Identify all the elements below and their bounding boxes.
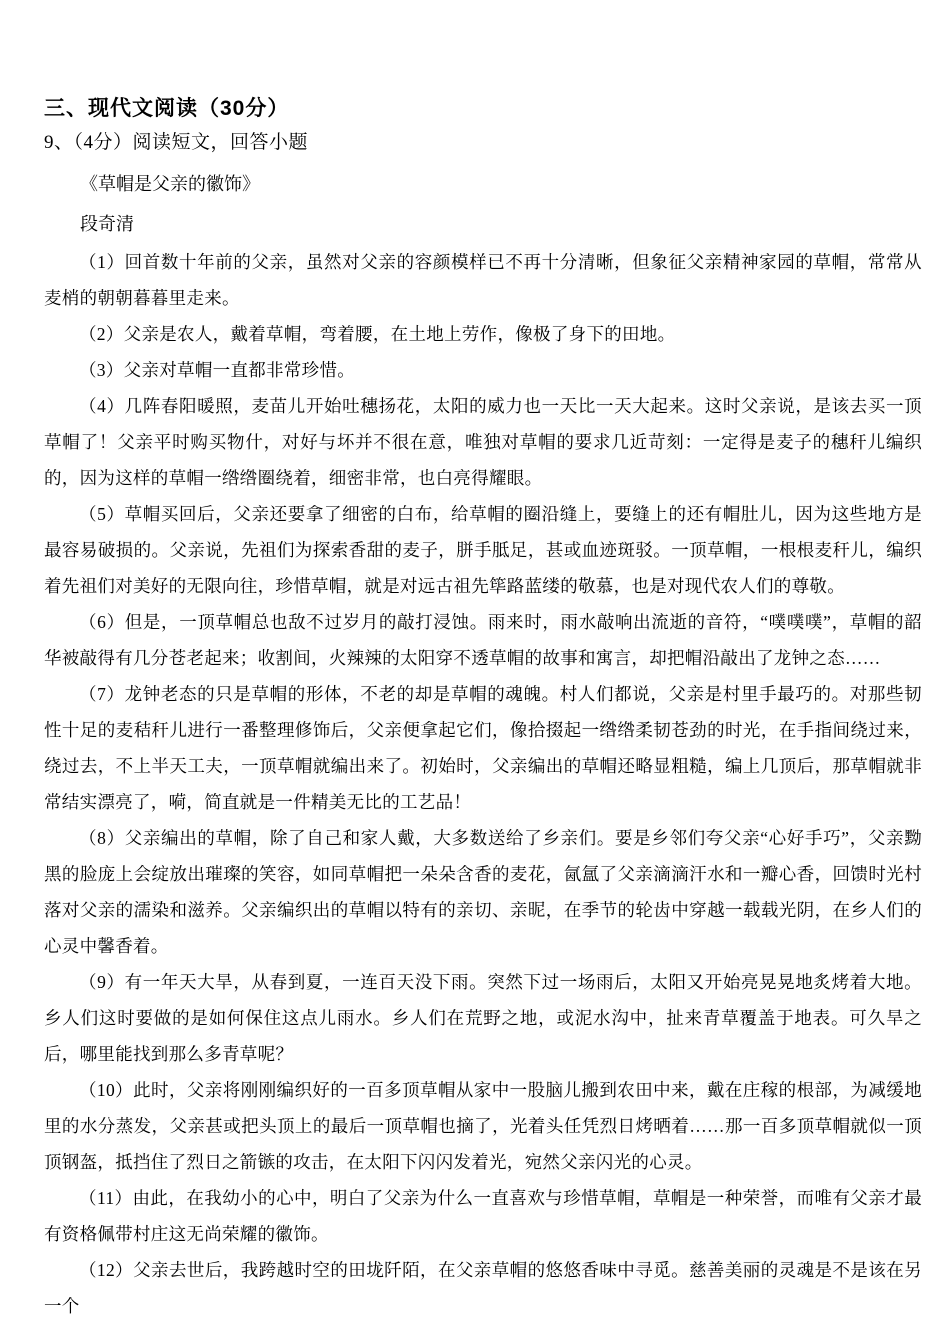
article-paragraph: （9）有一年天大旱，从春到夏，一连百天没下雨。突然下过一场雨后，太阳又开始亮晃晃地炙烤着大地。乡人们这时要做的是如何保住这点儿雨水。乡人们在荒野之地，或泥水沟中，扯来青草覆盖于地表。可久旱之后，哪里能找到那么多青草呢？ — [44, 972, 922, 1064]
article-paragraph: （3）父亲对草帽一直都非常珍惜。 — [79, 360, 356, 380]
article-body — [44, 244, 922, 1324]
article-paragraph: （12）父亲去世后，我跨越时空的田垅阡陌，在父亲草帽的悠悠香味中寻觅。慈善美丽的灵魂是不是该在另一个 — [44, 1260, 922, 1316]
article-paragraph: （8）父亲编出的草帽，除了自己和家人戴，大多数送给了乡亲们。要是乡邻们夸父亲“心好手巧”，父亲黝黑的脸庞上会绽放出璀璨的笑容，如同草帽把一朵朵含香的麦花，氤氲了父亲滴滴汗水和一瓣心香，回馈时光村落对父亲的濡染和滋养。父亲编织出的草帽以特有的亲切、亲昵，在季节的轮齿中穿越一载载光阴，在乡人们的心灵中馨香着。 — [44, 828, 922, 956]
question-number-line: 9、（4分）阅读短文，回答小题 — [44, 132, 309, 153]
section-heading: 三、现代文阅读（30分） — [44, 97, 290, 120]
article-paragraph: （10）此时，父亲将刚刚编织好的一百多顶草帽从家中一股脑儿搬到农田中来，戴在庄稼的根部，为减缓地里的水分蒸发，父亲甚或把头顶上的最后一顶草帽也摘了，光着头任凭烈日烤晒着……那一百多顶草帽就似一顶顶钢盔，抵挡住了烈日之箭镞的攻击，在太阳下闪闪发着光，宛然父亲闪光的心灵。 — [44, 1080, 922, 1172]
document-content — [44, 96, 922, 1324]
article-paragraph: （2）父亲是农人，戴着草帽，弯着腰，在土地上劳作，像极了身下的田地。 — [79, 324, 676, 344]
article-paragraph: （4）几阵春阳暖照，麦苗儿开始吐穗扬花，太阳的威力也一天比一天大起来。这时父亲说，是该去买一顶草帽了！父亲平时购买物什，对好与坏并不很在意，唯独对草帽的要求几近苛刻：一定得是麦子的穗秆儿编织的，因为这样的草帽一绺绺圈绕着，细密非常，也白亮得耀眼。 — [44, 396, 922, 488]
article-paragraph: （6）但是，一顶草帽总也敌不过岁月的敲打浸蚀。雨来时，雨水敲响出流逝的音符，“噗噗噗”，草帽的韶华被敲得有几分苍老起来；收割间，火辣辣的太阳穿不透草帽的故事和寓言，却把帽沿敲出了龙钟之态…… — [44, 612, 922, 668]
article-title: 《草帽是父亲的徽饰》 — [80, 174, 260, 194]
article-paragraph: （7）龙钟老态的只是草帽的形体，不老的却是草帽的魂魄。村人们都说，父亲是村里手最巧的。对那些韧性十足的麦秸秆儿进行一番整理修饰后，父亲便拿起它们，像拾掇起一绺绺柔韧苍劲的时光，在手指间绕过来，绕过去，不上半天工夫，一顶草帽就编出来了。初始时，父亲编出的草帽还略显粗糙，编上几顶后，那草帽就非常结实漂亮了，嗬，简直就是一件精美无比的工艺品！ — [44, 684, 922, 812]
article-paragraph: （11）由此，在我幼小的心中，明白了父亲为什么一直喜欢与珍惜草帽，草帽是一种荣誉，而唯有父亲才最有资格佩带村庄这无尚荣耀的徽饰。 — [44, 1188, 922, 1244]
article-paragraph: （5）草帽买回后，父亲还要拿了细密的白布，给草帽的圈沿缝上，要缝上的还有帽肚儿，因为这些地方是最容易破损的。父亲说，先祖们为探索香甜的麦子，胼手胝足，甚或血迹斑驳。一顶草帽，一根根麦秆儿，编织着先祖们对美好的无限向往，珍惜草帽，就是对远古祖先筚路蓝缕的敬慕，也是对现代农人们的尊敬。 — [44, 504, 922, 596]
article-paragraph: （1）回首数十年前的父亲，虽然对父亲的容颜模样已不再十分清晰，但象征父亲精神家园的草帽，常常从麦梢的朝朝暮暮里走来。 — [44, 252, 922, 308]
article-author: 段奇清 — [80, 214, 134, 234]
